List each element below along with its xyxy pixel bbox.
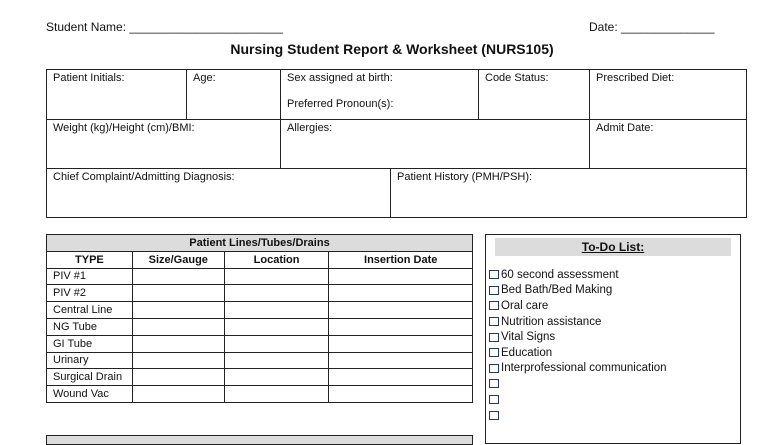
todo-item-label: Nutrition assistance — [501, 315, 602, 328]
code-status-field[interactable] — [478, 69, 590, 120]
row-type-label: NG Tube — [47, 318, 133, 335]
row-type-label: Central Line — [47, 302, 133, 319]
table-row — [47, 268, 473, 285]
todo-list — [489, 267, 667, 423]
location-cell[interactable] — [224, 302, 329, 319]
diet-label: Prescribed Diet: — [596, 72, 675, 84]
location-cell[interactable] — [224, 318, 329, 335]
checkbox[interactable] — [489, 270, 499, 279]
table-row — [47, 335, 473, 352]
insertion-date-cell[interactable] — [329, 318, 473, 335]
insertion-date-cell[interactable] — [329, 369, 473, 386]
patient-history-field[interactable] — [390, 168, 747, 218]
insertion-date-cell[interactable] — [329, 335, 473, 352]
table-row — [47, 352, 473, 369]
patient-initials-field[interactable] — [46, 69, 187, 120]
checkbox[interactable] — [489, 395, 499, 404]
size-cell[interactable] — [132, 268, 224, 285]
todo-list-box — [485, 234, 741, 444]
lines-tubes-drains-table — [46, 234, 473, 403]
table-row — [47, 318, 473, 335]
diet-field[interactable] — [589, 69, 747, 120]
row-type-label: Surgical Drain — [47, 369, 133, 386]
todo-title: To-Do List: — [495, 238, 731, 256]
todo-item-label: Interprofessional communication — [501, 362, 667, 375]
list-item — [489, 283, 667, 299]
location-cell[interactable] — [224, 352, 329, 369]
code-status-label: Code Status: — [485, 72, 549, 84]
lines-table-caption: Patient Lines/Tubes/Drains — [47, 235, 473, 252]
list-item — [489, 392, 667, 408]
checkbox[interactable] — [489, 364, 499, 373]
size-cell[interactable] — [132, 369, 224, 386]
insertion-date-cell[interactable] — [329, 352, 473, 369]
insertion-date-cell[interactable] — [329, 386, 473, 403]
checkbox[interactable] — [489, 348, 499, 357]
row-type-label: PIV #2 — [47, 285, 133, 302]
location-cell[interactable] — [224, 285, 329, 302]
size-cell[interactable] — [132, 302, 224, 319]
allergies-label: Allergies: — [287, 122, 333, 134]
location-cell[interactable] — [224, 268, 329, 285]
row-type-label: GI Tube — [47, 335, 133, 352]
weight-height-field[interactable] — [46, 119, 281, 169]
student-name-field[interactable]: Student Name: _______________________ — [46, 20, 283, 34]
table-row — [47, 285, 473, 302]
list-item — [489, 267, 667, 283]
list-item — [489, 345, 667, 361]
admit-date-label: Admit Date: — [596, 122, 654, 134]
list-item — [489, 407, 667, 423]
todo-item-label: 60 second assessment — [501, 268, 619, 281]
patient-history-label: Patient History (PMH/PSH): — [397, 171, 533, 183]
sex-pronoun-field[interactable] — [280, 69, 479, 120]
chief-complaint-label: Chief Complaint/Admitting Diagnosis: — [53, 171, 235, 183]
page-title: Nursing Student Report & Worksheet (NURS105) — [230, 41, 554, 57]
row-type-label: PIV #1 — [47, 268, 133, 285]
chief-complaint-field[interactable] — [46, 168, 391, 218]
checkbox[interactable] — [489, 301, 499, 310]
pronouns-label: Preferred Pronoun(s): — [287, 98, 394, 110]
size-cell[interactable] — [132, 318, 224, 335]
size-cell[interactable] — [132, 386, 224, 403]
checkbox[interactable] — [489, 333, 499, 342]
weight-label: Weight (kg)/Height (cm)/BMI: — [53, 122, 195, 134]
date-field[interactable]: Date: ______________ — [589, 20, 715, 34]
insertion-date-cell[interactable] — [329, 268, 473, 285]
list-item — [489, 361, 667, 377]
size-cell[interactable] — [132, 285, 224, 302]
col-location-header: Location — [224, 251, 329, 268]
todo-item-label: Oral care — [501, 299, 549, 312]
next-section-box — [46, 435, 473, 445]
todo-item-label: Education — [501, 346, 553, 359]
row-type-label: Urinary — [47, 352, 133, 369]
size-cell[interactable] — [132, 352, 224, 369]
list-item — [489, 298, 667, 314]
location-cell[interactable] — [224, 335, 329, 352]
sex-label: Sex assigned at birth: — [287, 72, 393, 84]
patient-initials-label: Patient Initials: — [53, 72, 125, 84]
todo-item-label: Vital Signs — [501, 331, 556, 344]
checkbox[interactable] — [489, 286, 499, 295]
insertion-date-cell[interactable] — [329, 302, 473, 319]
table-row — [47, 302, 473, 319]
list-item — [489, 376, 667, 392]
insertion-date-cell[interactable] — [329, 285, 473, 302]
admit-date-field[interactable] — [589, 119, 747, 169]
todo-item-label: Bed Bath/Bed Making — [501, 284, 613, 297]
age-label: Age: — [193, 72, 216, 84]
checkbox[interactable] — [489, 411, 499, 420]
checkbox[interactable] — [489, 317, 499, 326]
checkbox[interactable] — [489, 379, 499, 388]
table-row — [47, 386, 473, 403]
age-field[interactable] — [186, 69, 281, 120]
location-cell[interactable] — [224, 369, 329, 386]
list-item — [489, 314, 667, 330]
table-row — [47, 369, 473, 386]
location-cell[interactable] — [224, 386, 329, 403]
allergies-field[interactable] — [280, 119, 590, 169]
col-type-header: TYPE — [47, 251, 133, 268]
list-item — [489, 329, 667, 345]
size-cell[interactable] — [132, 335, 224, 352]
col-size-header: Size/Gauge — [132, 251, 224, 268]
row-type-label: Wound Vac — [47, 386, 133, 403]
col-insertion-header: Insertion Date — [329, 251, 473, 268]
